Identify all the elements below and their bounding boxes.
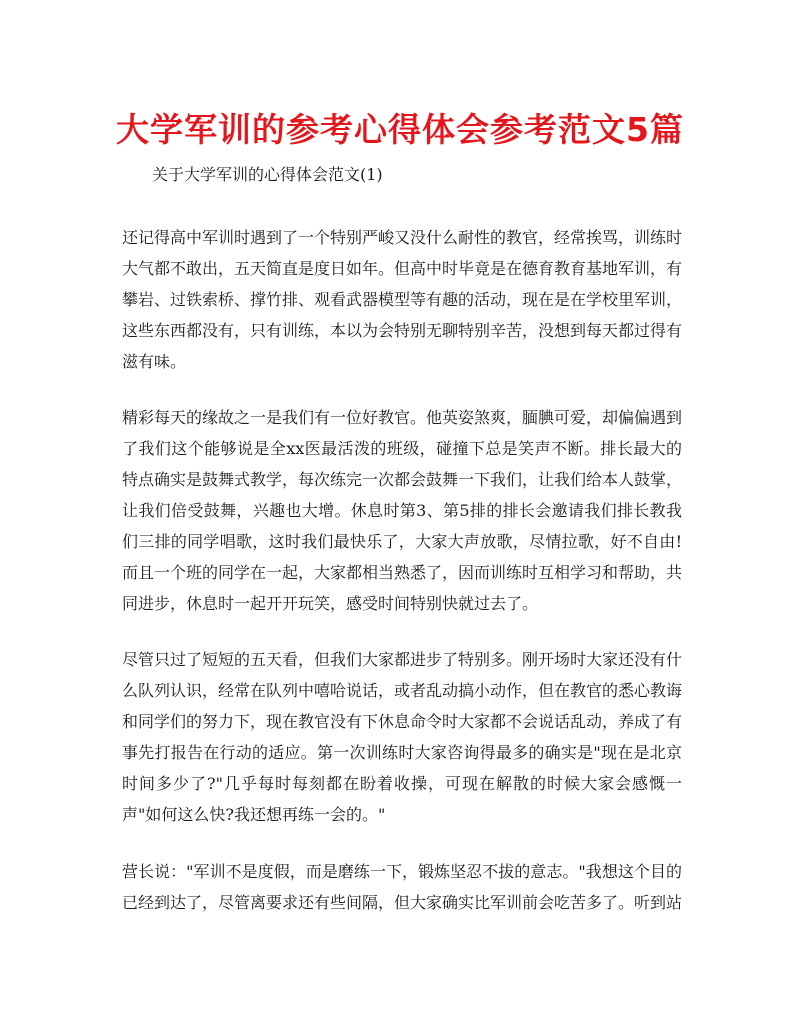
document-subtitle: 关于大学军训的心得体会范文(1) — [152, 165, 383, 184]
paragraph: 营长说："军训不是度假，而是磨练一下，锻炼坚忍不拔的意志。"我想这个目的已经到达了，尽管离要求还有些间隔，但大家确实比军训前会吃苦多了。听到站 — [122, 862, 683, 912]
paragraph: 精彩每天的缘故之一是我们有一位好教官。他英姿煞爽，腼腆可爱，却偏偏遇到了我们这个能够说是全xx医最活泼的班级，碰撞下总是笑声不断。排长最大的特点确实是鼓舞式教学，每次练完一次都会鼓舞一下我们，让我们给本人鼓掌，让我们倍受鼓舞，兴趣也大增。休息时第3、第5排的排长会邀请我们排长教我们三排的同学唱歌，这时我们最快乐了，大家大声放歌，尽情拉歌，好不自由!而且一个班的同学在一起，大家都相当熟悉了，因而训练时互相学习和帮助，共同进步，休息时一起开开玩笑，感受时间特别快就过去了。 — [122, 408, 683, 613]
paragraph: 尽管只过了短短的五天看，但我们大家都进步了特别多。刚开场时大家还没有什么队列认识，经常在队列中嘻哈说话，或者乱动搞小动作，但在教官的悉心教诲和同学们的努力下，现在教官没有下休息命令时大家都不会说话乱动，养成了有事先打报告在行动的适应。第一次训练时大家咨询得最多的确实是"现在是北京时间多少了?"几乎每时每刻都在盼着收操，可现在解散的时候大家会感慨一声"如何这么快?我还想再练一会的。" — [122, 650, 683, 824]
document-title: 大学军训的参考心得体会参考范文5篇 — [116, 110, 684, 149]
paragraph: 还记得高中军训时遇到了一个特别严峻又没什么耐性的教官，经常挨骂，训练时大气都不敢出，五天简直是度日如年。但高中时毕竟是在德育教育基地军训，有攀岩、过铁索桥、撑竹排、观看武器模型等有趣的活动，现在是在学校里军训，这些东西都没有，只有训练，本以为会特别无聊特别辛苦，没想到每天都过得有滋有味。 — [122, 228, 683, 371]
